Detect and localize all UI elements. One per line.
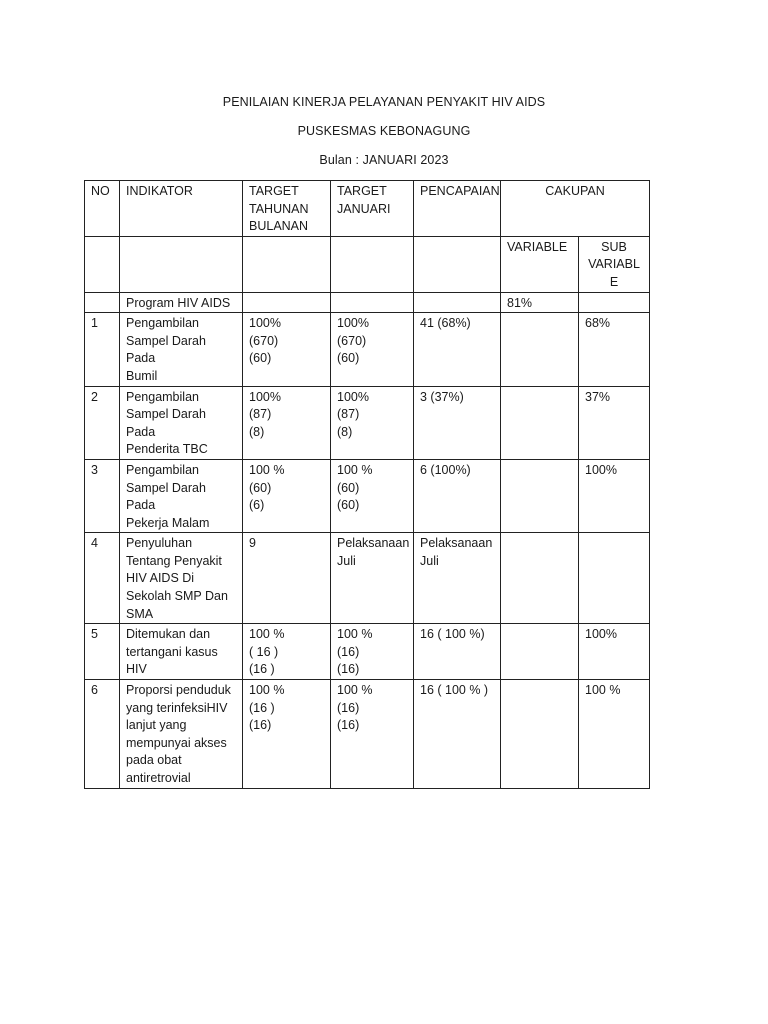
header-pencapaian: PENCAPAIAN — [414, 181, 501, 237]
row-sub-variable — [579, 533, 650, 624]
row-pencapaian: Pelaksanaan Juli — [414, 533, 501, 624]
row-no: 2 — [85, 386, 120, 459]
header-variable: VARIABLE — [501, 236, 579, 292]
table-row — [85, 624, 650, 680]
performance-table — [84, 180, 650, 789]
row-target-januari: Pelaksanaan Juli — [331, 533, 414, 624]
row-variable — [501, 386, 579, 459]
header-no: NO — [85, 181, 120, 237]
header-sub-variable: SUB VARIABL E — [579, 236, 650, 292]
row-pencapaian: 16 ( 100 % ) — [414, 680, 501, 789]
row-target-januari: 100% (87) (8) — [331, 386, 414, 459]
program-name: Program HIV AIDS — [120, 292, 243, 313]
row-pencapaian: 41 (68%) — [414, 313, 501, 386]
row-no: 1 — [85, 313, 120, 386]
row-target-januari: 100 % (16) (16) — [331, 624, 414, 680]
row-sub-variable: 100% — [579, 459, 650, 532]
row-sub-variable: 68% — [579, 313, 650, 386]
row-indikator: Proporsi penduduk yang terinfeksiHIV lanjut yang mempunyai akses pada obat antiretrovial — [120, 680, 243, 789]
row-indikator: Pengambilan Sampel Darah Pada Penderita TBC — [120, 386, 243, 459]
row-no: 6 — [85, 680, 120, 789]
row-target-tahunan: 100 % ( 16 ) (16 ) — [243, 624, 331, 680]
row-indikator: Pengambilan Sampel Darah Pada Pekerja Malam — [120, 459, 243, 532]
row-variable — [501, 680, 579, 789]
header-row — [85, 181, 650, 237]
report-title: PENILAIAN KINERJA PELAYANAN PENYAKIT HIV AIDS — [222, 95, 546, 109]
row-target-januari: 100% (670) (60) — [331, 313, 414, 386]
row-pencapaian: 16 ( 100 %) — [414, 624, 501, 680]
row-target-tahunan: 100% (670) (60) — [243, 313, 331, 386]
header-cakupan: CAKUPAN — [501, 181, 650, 237]
header-indikator: INDIKATOR — [120, 181, 243, 237]
table-row — [85, 313, 650, 386]
row-indikator: Ditemukan dan tertangani kasus HIV — [120, 624, 243, 680]
report-month: Bulan : JANUARI 2023 — [319, 153, 449, 167]
subheader-row — [85, 236, 650, 292]
row-indikator: Pengambilan Sampel Darah Pada Bumil — [120, 313, 243, 386]
row-variable — [501, 313, 579, 386]
program-row — [85, 292, 650, 313]
row-no: 5 — [85, 624, 120, 680]
table-row — [85, 533, 650, 624]
row-variable — [501, 624, 579, 680]
row-pencapaian: 6 (100%) — [414, 459, 501, 532]
row-target-januari: 100 % (16) (16) — [331, 680, 414, 789]
table-row — [85, 386, 650, 459]
row-variable — [501, 533, 579, 624]
row-target-tahunan: 100 % (16 ) (16) — [243, 680, 331, 789]
row-indikator: Penyuluhan Tentang Penyakit HIV AIDS Di Sekolah SMP Dan SMA — [120, 533, 243, 624]
row-target-tahunan: 100% (87) (8) — [243, 386, 331, 459]
row-sub-variable: 100 % — [579, 680, 650, 789]
program-variable: 81% — [501, 292, 579, 313]
row-no: 3 — [85, 459, 120, 532]
table-row — [85, 680, 650, 789]
header-target-tahunan: TARGET TAHUNAN BULANAN — [243, 181, 331, 237]
table-row — [85, 459, 650, 532]
header-target-januari: TARGET JANUARI — [331, 181, 414, 237]
row-target-januari: 100 % (60) (60) — [331, 459, 414, 532]
row-no: 4 — [85, 533, 120, 624]
row-target-tahunan: 100 % (60) (6) — [243, 459, 331, 532]
row-sub-variable: 100% — [579, 624, 650, 680]
row-target-tahunan: 9 — [243, 533, 331, 624]
row-pencapaian: 3 (37%) — [414, 386, 501, 459]
row-sub-variable: 37% — [579, 386, 650, 459]
row-variable — [501, 459, 579, 532]
puskesmas-name: PUSKESMAS KEBONAGUNG — [297, 124, 471, 138]
